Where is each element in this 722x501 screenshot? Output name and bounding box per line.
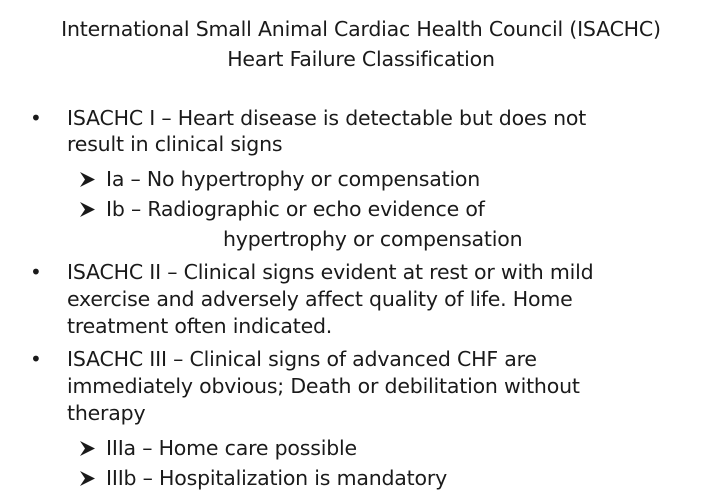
class-1-line-1: ISACHC I – Heart disease is detectable but does not — [67, 106, 587, 130]
class-3a-label: IIIa – Home care possible — [106, 436, 357, 460]
class-1-line-2: result in clinical signs — [67, 132, 283, 156]
round-bullet-icon: • — [30, 347, 42, 371]
slide-title — [0, 14, 722, 74]
class-1b-line-1: Ib – Radiographic or echo evidence of — [106, 197, 485, 221]
class-1b-line-2: hypertrophy or compensation — [223, 227, 523, 251]
class-2-line-2: exercise and adversely affect quality of life. Home — [67, 287, 573, 311]
arrow-bullet-icon — [80, 471, 95, 486]
title-line-1: International Small Animal Cardiac Health Council (ISACHC) — [61, 17, 661, 41]
round-bullet-icon: • — [30, 106, 42, 130]
class-3b-label: IIIb – Hospitalization is mandatory — [106, 466, 448, 490]
arrow-bullet-icon — [80, 172, 95, 187]
class-3-line-3: therapy — [67, 401, 146, 425]
class-3-line-1: ISACHC III – Clinical signs of advanced CHF are — [67, 347, 537, 371]
class-2-line-1: ISACHC II – Clinical signs evident at rest or with mild — [67, 260, 594, 284]
title-line-2: Heart Failure Classification — [227, 47, 495, 71]
arrow-bullet-icon — [80, 202, 95, 217]
round-bullet-icon: • — [30, 260, 42, 284]
arrow-bullet-icon — [80, 441, 95, 456]
class-3-line-2: immediately obvious; Death or debilitation without — [67, 374, 580, 398]
class-1a-label: Ia – No hypertrophy or compensation — [106, 167, 481, 191]
class-2-line-3: treatment often indicated. — [67, 314, 333, 338]
